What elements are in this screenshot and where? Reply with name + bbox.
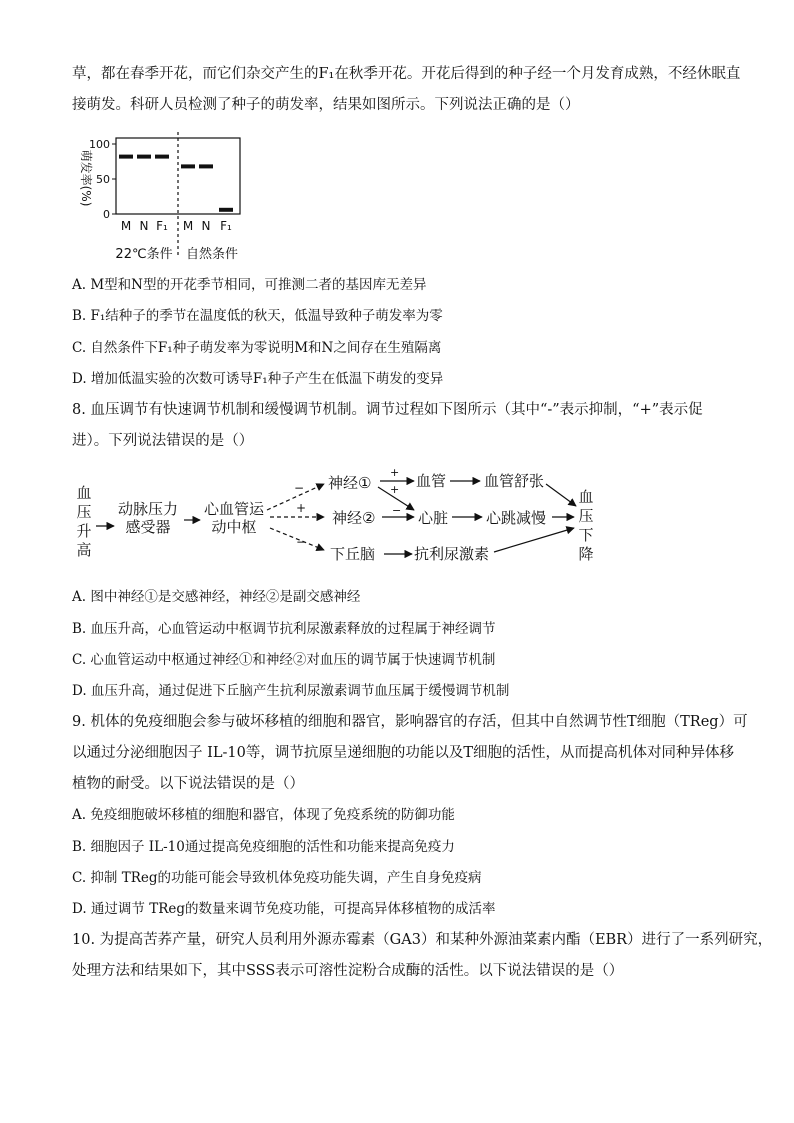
data-mark [155, 155, 169, 159]
blood-pressure-diagram [62, 462, 712, 577]
hypothalamus-label: 下丘脑 [330, 545, 376, 563]
q9-option-a: A. 免疫细胞破坏移植的细胞和器官，体现了免疫系统的防御功能 [72, 807, 455, 823]
q7-option-c: C. 自然条件下F₁种子萌发率为零说明M和N之间存在生殖隔离 [72, 340, 442, 356]
q8-stem-line-2: 进）。下列说法错误的是（） [72, 433, 254, 449]
svg-text:降: 降 [578, 545, 594, 563]
svg-text:压: 压 [578, 507, 594, 525]
q8-option-a: A. 图中神经①是交感神经，神经②是副交感神经 [72, 589, 361, 605]
q9-option-d: D. 通过调节 TReg的数量来调节免疫功能，可提高异体移植物的成活率 [72, 901, 496, 917]
data-mark [219, 208, 233, 212]
germination-rate-chart [68, 130, 258, 265]
q8-stem-line-1: 8. 血压调节有快速调节机制和缓慢调节机制。调节过程如下图所示（其中“-”表示抑制，“+”表示促 [72, 402, 703, 418]
center-label-2: 动中枢 [211, 518, 257, 536]
data-mark [181, 164, 195, 168]
intro-line-2: 接萌发。科研人员检测了种子的萌发率，结果如图所示。下列说法正确的是（） [72, 97, 580, 113]
q9-option-c: C. 抑制 TReg的功能可能会导致机体免疫功能失调，产生自身免疫病 [72, 870, 482, 886]
q8-option-b: B. 血压升高，心血管运动中枢调节抗利尿激素释放的过程属于神经调节 [72, 621, 496, 637]
q8-option-d: D. 血压升高，通过促进下丘脑产生抗利尿激素调节血压属于缓慢调节机制 [72, 683, 510, 699]
data-mark [137, 155, 151, 159]
y-tick-label: 0 [103, 208, 110, 221]
nerve-2-label: 神经② [332, 509, 376, 527]
q8-option-c: C. 心血管运动中枢通过神经①和神经②对血压的调节属于快速调节机制 [72, 652, 496, 668]
vessel-label: 血管 [416, 472, 447, 490]
heart-label: 心脏 [418, 509, 449, 527]
y-tick-label: 100 [89, 138, 110, 151]
bp-low-label [578, 488, 593, 563]
q9-stem-line-2: 以通过分泌细胞因子 IL-10等，调节抗原呈递细胞的功能以及T细胞的活性，从而提高机体对同种异体移 [72, 745, 734, 761]
bp-high-label [76, 484, 91, 559]
category-label: F₁ [220, 219, 232, 233]
svg-text:下: 下 [578, 526, 594, 544]
category-label: M [182, 219, 194, 233]
q10-stem-line-1: 10. 为提高苦荞产量，研究人员利用外源赤霉素（GA3）和某种外源油菜素内酯（EBR）进行了一系列研究， [72, 932, 773, 948]
q7-option-a: A. M型和N型的开花季节相同，可推测二者的基因库无差异 [72, 277, 427, 293]
minus-sign-2: − [296, 535, 307, 549]
q9-option-b: B. 细胞因子 IL-10通过提高免疫细胞的活性和功能来提高免疫力 [72, 839, 455, 855]
intro-line-1: 草，都在春季开花，而它们杂交产生的F₁在秋季开花。开花后得到的种子经一个月发育成熟，不经休眠直 [72, 66, 741, 82]
receptor-label-1: 动脉压力 [117, 500, 179, 518]
q7-option-d: D. 增加低温实验的次数可诱导F₁种子产生在低温下萌发的变异 [72, 371, 444, 387]
y-tick-label: 50 [96, 173, 110, 186]
data-mark [199, 164, 213, 168]
category-label: F₁ [156, 219, 168, 233]
minus-sign-3: − [392, 504, 402, 517]
group-label-natural: 自然条件 [185, 247, 239, 262]
svg-text:血: 血 [578, 488, 594, 506]
category-label: M [120, 219, 132, 233]
center-label-1: 心血管运 [203, 500, 265, 518]
slow-heart-label: 心跳减慢 [486, 509, 547, 527]
svg-text:压: 压 [76, 503, 92, 521]
adh-label: 抗利尿激素 [414, 545, 490, 563]
q9-stem-line-1: 9. 机体的免疫细胞会参与破坏移植的细胞和器官，影响器官的存活，但其中自然调节性T细胞（TReg）可 [72, 714, 748, 730]
group-label-22c: 22℃条件 [115, 247, 173, 262]
data-mark [119, 155, 133, 159]
svg-text:高: 高 [76, 541, 92, 559]
receptor-label-2: 感受器 [125, 518, 171, 536]
plus-sign-3: + [390, 483, 400, 496]
category-label: N [139, 219, 149, 233]
svg-text:血: 血 [76, 484, 92, 502]
minus-sign-1: − [294, 481, 305, 495]
plus-sign-2: + [390, 466, 400, 479]
vasodilation-label: 血管舒张 [484, 472, 545, 490]
svg-text:升: 升 [76, 522, 92, 540]
q9-stem-line-3: 植物的耐受。以下说法错误的是（） [72, 776, 304, 792]
q10-stem-line-2: 处理方法和结果如下，其中SSS表示可溶性淀粉合成酶的活性。以下说法错误的是（） [72, 963, 624, 979]
q7-option-b: B. F₁结种子的季节在温度低的秋天，低温导致种子萌发率为零 [72, 308, 443, 324]
category-label: N [201, 219, 211, 233]
nerve-1-label: 神经① [328, 474, 372, 492]
y-axis-label: 萌发率(%) [79, 149, 93, 207]
plus-sign-1: + [296, 501, 307, 515]
